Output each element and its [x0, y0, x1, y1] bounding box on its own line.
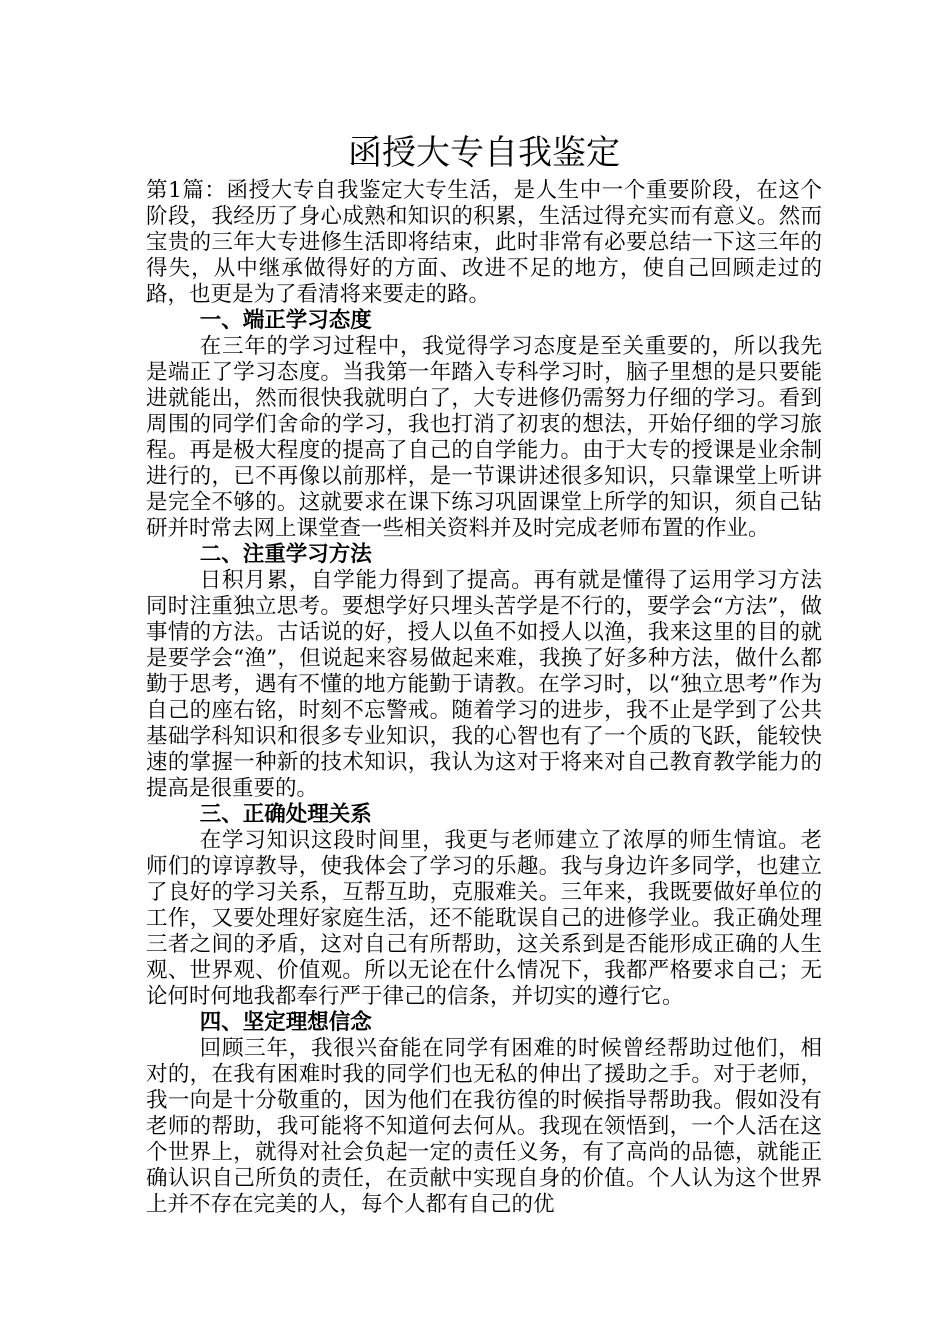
section-heading: 二、注重学习方法 [199, 542, 372, 567]
document-body [146, 178, 822, 1218]
section-heading: 三、正确处理关系 [199, 802, 372, 827]
body-paragraph: 日积月累，自学能力得到了提高。再有就是懂得了运用学习方法同时注重独立思考。要想学好只埋头苦学是不行的，要学会“方法”，做事情的方法。古话说的好，授人以鱼不如授人以渔，我来这里的目的就是要学会“渔”，但说起来容易做起来难，我换了好多种方法，做什么都勤于思考，遇有不懂的地方能勤于请教。在学习时，以“独立思考”作为自己的座右铭，时刻不忘警戒。随着学习的进步，我不止是学到了公共基础学科知识和很多专业知识，我的心智也有了一个质的飞跃，能较快速的掌握一种新的技术知识，我认为这对于将来对自己教育教学能力的提高是很重要的。 [146, 568, 822, 801]
body-paragraph: 在学习知识这段时间里，我更与老师建立了浓厚的师生情谊。老师们的谆谆教导，使我体会了学习的乐趣。我与身边许多同学，也建立了良好的学习关系，互帮互助，克服难关。三年来，我既要做好单位的工作，又要处理好家庭生活，还不能耽误自己的进修学业。我正确处理三者之间的矛盾，这对自己有所帮助，这关系到是否能形成正确的人生观、世界观、价值观。所以无论在什么情况下，我都严格要求自己；无论何时何地我都奉行严于律己的信条，并切实的遵行它。 [146, 828, 822, 1009]
document-title: 函授大专自我鉴定 [348, 133, 620, 173]
section-heading: 四、坚定理想信念 [199, 1010, 372, 1035]
section-heading: 一、端正学习态度 [199, 308, 372, 333]
body-paragraph: 在三年的学习过程中，我觉得学习态度是至关重要的，所以我先是端正了学习态度。当我第一年踏入专科学习时，脑子里想的是只要能进就能出，然而很快我就明白了，大专进修仍需努力仔细的学习。看到周围的同学们舍命的学习，我也打消了初衷的想法，开始仔细的学习旅程。再是极大程度的提高了自己的自学能力。由于大专的授课是业余制进行的，已不再像以前那样，是一节课讲述很多知识，只靠课堂上听讲是完全不够的。这就要求在课下练习巩固课堂上所学的知识，须自己钻研并时常去网上课堂查一些相关资料并及时完成老师布置的作业。 [146, 334, 822, 541]
body-paragraph: 回顾三年，我很兴奋能在同学有困难的时候曾经帮助过他们，相对的，在我有困难时我的同学们也无私的伸出了援助之手。对于老师，我一向是十分敬重的，因为他们在我彷徨的时候指导帮助我。假如没有老师的帮助，我可能将不知道何去何从。我现在领悟到，一个人活在这个世界上，就得对社会负起一定的责任义务，有了高尚的品德，就能正确认识自己所负的责任，在贡献中实现自身的价值。个人认为这个世界上并不存在完美的人，每个人都有自己的优 [146, 1036, 822, 1217]
document-page [146, 128, 822, 1218]
body-paragraph: 第1篇：函授大专自我鉴定大专生活，是人生中一个重要阶段，在这个阶段，我经历了身心成熟和知识的积累，生活过得充实而有意义。然而宝贵的三年大专进修生活即将结束，此时非常有必要总结一下这三年的得失，从中继承做得好的方面、改进不足的地方，使自己回顾走过的路，也更是为了看清将来要走的路。 [146, 178, 822, 307]
